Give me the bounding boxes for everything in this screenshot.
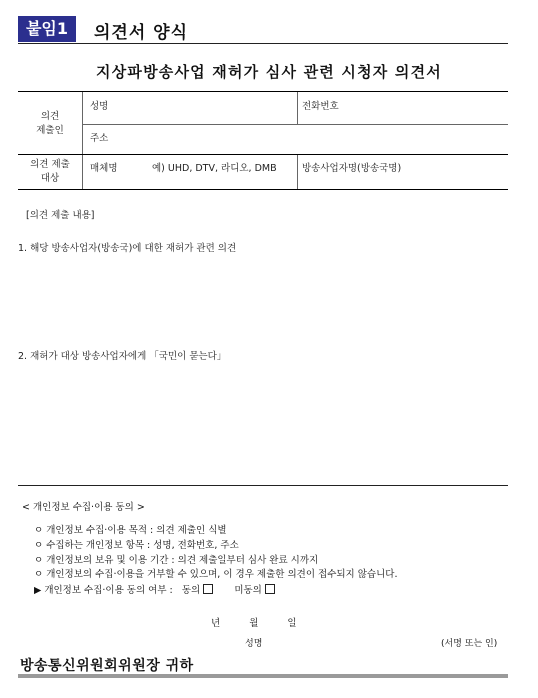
form-title: 지상파방송사업 재허가 심사 관련 시청자 의견서 bbox=[96, 63, 442, 81]
target-label: 의견 제출 대상 bbox=[30, 159, 70, 184]
footer-bar bbox=[18, 674, 508, 678]
name-field-label: 성명 bbox=[90, 101, 109, 112]
opinion-item-1: 1. 해당 방송사업자(방송국)에 대한 재허가 관련 의견 bbox=[18, 243, 237, 254]
table-divider bbox=[297, 154, 298, 189]
signature-label: 성명 bbox=[245, 639, 263, 649]
consent-item: ㅇ 개인정보 수집·이용 목적 : 의견 제출인 식별 bbox=[34, 525, 227, 536]
media-example: 예) UHD, DTV, 라디오, DMB bbox=[152, 163, 277, 174]
consent-list bbox=[34, 524, 397, 599]
agreement-question: ▶ 개인정보 수집·이용 동의 여부 : bbox=[34, 585, 173, 597]
submitter-info-table bbox=[18, 91, 508, 190]
disagree-label: 미동의 bbox=[234, 585, 262, 597]
consent-agreement-row bbox=[34, 584, 397, 599]
addressee: 방송통신위원회위원장 귀하 bbox=[20, 658, 194, 674]
disagree-checkbox[interactable] bbox=[265, 584, 275, 594]
agree-checkbox[interactable] bbox=[203, 584, 213, 594]
submitter-label: 의견 제출인 bbox=[36, 111, 64, 136]
consent-item: ㅇ 수집하는 개인정보 항목 : 성명, 전화번호, 주소 bbox=[34, 539, 239, 551]
header-divider bbox=[18, 43, 508, 44]
table-divider bbox=[82, 124, 508, 125]
section-heading: 의견서 양식 bbox=[94, 23, 189, 43]
agree-label: 동의 bbox=[181, 585, 201, 597]
content-section-label: [의견 제출 내용] bbox=[26, 210, 95, 221]
table-divider bbox=[297, 92, 298, 124]
consent-item: ㅇ 개인정보의 수집·이용을 거부할 수 있으며, 이 경우 제출한 의견이 접수되지 않습니다. bbox=[34, 569, 398, 581]
consent-title: < 개인정보 수집·이용 동의 > bbox=[22, 502, 145, 513]
phone-field-label: 전화번호 bbox=[302, 101, 339, 112]
broadcaster-field-label: 방송사업자명(방송국명) bbox=[302, 163, 402, 174]
attachment-badge: 붙임1 bbox=[18, 16, 76, 42]
signature-note: (서명 또는 인) bbox=[441, 639, 498, 649]
table-divider bbox=[82, 92, 83, 189]
consent-divider bbox=[18, 485, 508, 486]
media-field-label: 매체명 bbox=[90, 163, 118, 174]
address-field-label: 주소 bbox=[90, 133, 109, 144]
date-line: 년 월 일 bbox=[211, 618, 297, 629]
opinion-item-2: 2. 재허가 대상 방송사업자에게 「국민이 묻는다」 bbox=[18, 351, 227, 362]
consent-item: ㅇ 개인정보의 보유 및 이용 기간 : 의견 제출일부터 심사 완료 시까지 bbox=[34, 554, 319, 566]
table-divider bbox=[18, 154, 508, 155]
